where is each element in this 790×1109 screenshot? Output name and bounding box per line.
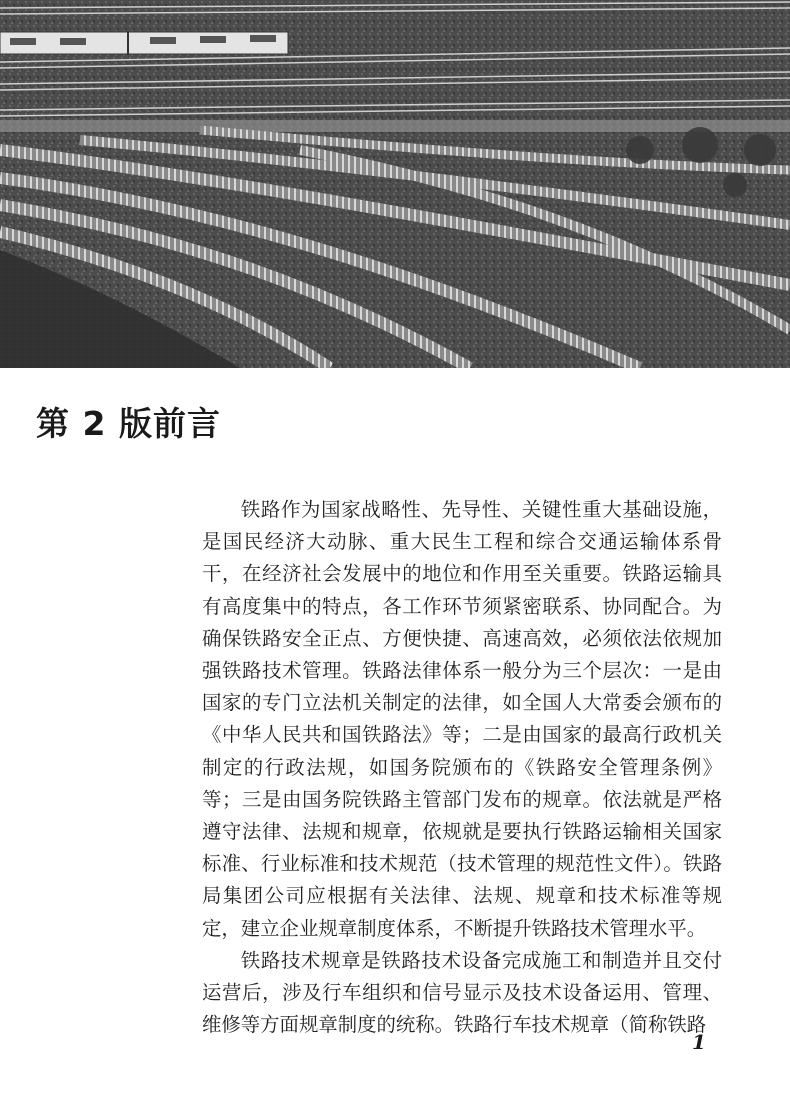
railway-photo xyxy=(0,0,790,368)
train xyxy=(0,32,288,54)
section-heading: 第 2 版前言 xyxy=(36,404,221,443)
paragraph: 铁路技术规章是铁路技术设备完成施工和制造并且交付运营后，涉及行车组织和信号显示及技术设备运用、管理、维修等方面规章制度的统称。铁路行车技术规章（简称铁路 xyxy=(202,948,722,1037)
page-number: 1 xyxy=(692,1030,706,1054)
railway-yard-illustration xyxy=(0,0,790,368)
paragraph: 铁路作为国家战略性、先导性、关键性重大基础设施，是国民经济大动脉、重大民生工程和综合交通运输体系骨干，在经济社会发展中的地位和作用至关重要。铁路运输具有高度集中的特点，各工作环节须紧密联系、协同配合。为确保铁路安全正点、方便快捷、高速高效，必须依法依规加强铁路技术管理。铁路法律体系一般分为三个层次：一是由国家的专门立法机关制定的法律，如全国人大常委会颁布的《中华人民共和国铁路法》等；二是由国家的最高行政机关制定的行政法规，如国务院颁布的《铁路安全管理条例》等；三是由国务院铁路主管部门发布的规章。依法就是严格遵守法律、法规和规章，依规就是要执行铁路运输相关国家标准、行业标准和技术规范（技术管理的规范性文件）。铁路局集团公司应根据有关法律、法规、规章和技术标准等规定，建立企业规章制度体系，不断提升铁路技术管理水平。 xyxy=(202,498,722,940)
body-text xyxy=(202,494,722,1041)
